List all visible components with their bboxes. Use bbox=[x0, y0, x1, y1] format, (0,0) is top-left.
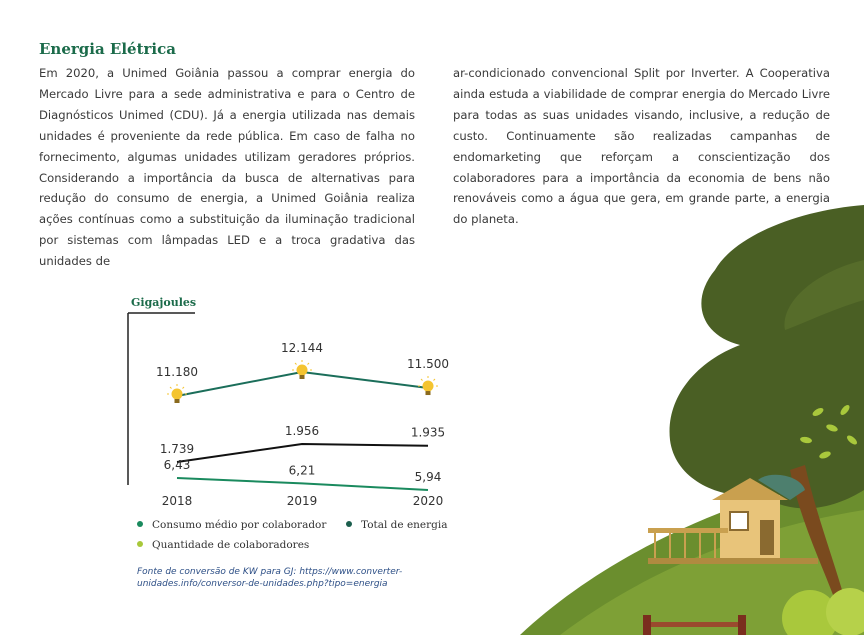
legend-label: Total de energia bbox=[361, 519, 448, 531]
data-label: 6,21 bbox=[288, 463, 316, 478]
data-label: 12.144 bbox=[281, 341, 323, 355]
series-line bbox=[177, 478, 428, 490]
legend-swatch bbox=[137, 521, 143, 527]
data-label: 1.956 bbox=[284, 424, 320, 438]
series-line bbox=[177, 444, 428, 462]
legend-swatch bbox=[346, 521, 352, 527]
lightbulb-icon bbox=[167, 384, 187, 403]
source-note: Fonte de conversão de KW para GJ: https://www.converter-unidades.info/conversor-de-unidades.php?tipo=energia bbox=[137, 567, 403, 589]
x-tick-label: 2019 bbox=[286, 494, 318, 508]
x-tick-label: 2020 bbox=[412, 494, 444, 508]
chart-unit-label: Gigajoules bbox=[131, 296, 197, 309]
lightbulb-icon bbox=[418, 376, 438, 395]
legend-swatch bbox=[137, 541, 143, 547]
data-label: 6,43 bbox=[163, 458, 191, 472]
paragraph-right: ar-condicionado convencional Split por Inverter. A Cooperativa ainda estuda a viabilidade de comprar energia do Mercado Livre para todas as suas unidades visando, inclusive, a redução de custo. Continuamente são realizadas campanhas de endomarketing que reforçam a conscientização dos colaboradores para a importância da economia de bens não renováveis como a água que gera, em grande parte, a energia do planeta. bbox=[453, 66, 830, 227]
lightbulb-icon bbox=[292, 360, 312, 379]
legend-item bbox=[346, 519, 448, 531]
data-label: 1.935 bbox=[410, 425, 446, 440]
legend-label: Quantidade de colaboradores bbox=[152, 539, 310, 551]
data-label: 11.180 bbox=[156, 365, 198, 379]
x-tick-label: 2018 bbox=[161, 494, 193, 508]
legend-label: Consumo médio por colaborador bbox=[152, 519, 327, 531]
legend-item bbox=[137, 539, 309, 551]
legend-item bbox=[137, 519, 326, 531]
data-label: 5,94 bbox=[414, 470, 442, 484]
data-label: 11.500 bbox=[407, 357, 449, 372]
section-heading: Energia Elétrica bbox=[39, 40, 176, 58]
paragraph-left: Em 2020, a Unimed Goiânia passou a comprar energia do Mercado Livre para a sede administrativa e para o Centro de Diagnósticos Unimed (CDU). Já a energia utilizada nas demais unidades é proveniente da rede pública. Em caso de falha no fornecimento, algumas unidades utilizam geradores próprios. Considerando a importância da busca de alternativas para redução do consumo de energia, a Unimed Goiânia realiza ações contínuas como a substituição da iluminação tradicional por sistemas com lâmpadas LED e a troca gradativa das unidades de bbox=[39, 66, 415, 269]
data-label: 1.739 bbox=[159, 442, 195, 456]
